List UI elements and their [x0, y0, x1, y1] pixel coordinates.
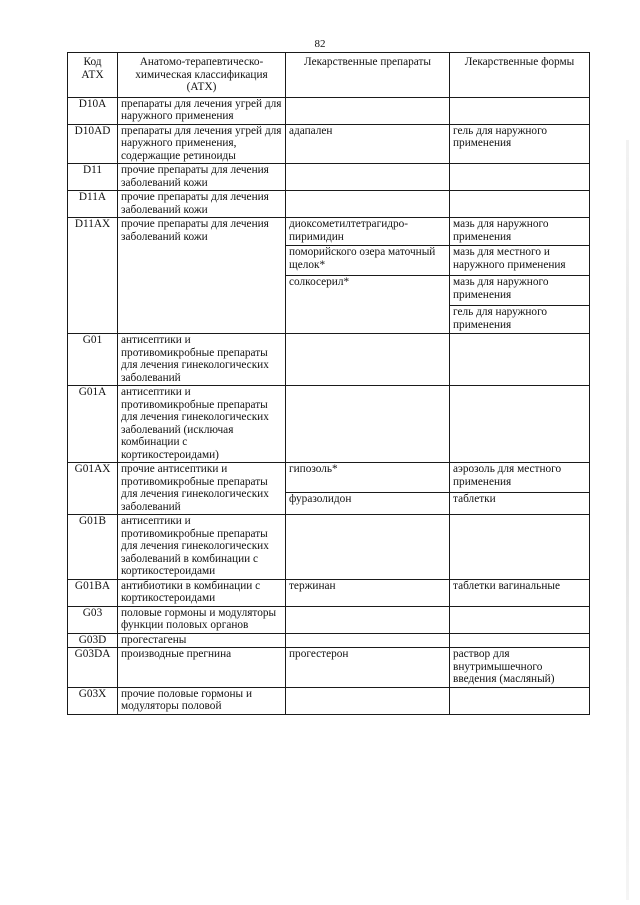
atx-code: G03D [68, 633, 118, 648]
atx-code: G01BA [68, 579, 118, 606]
drug-name [286, 515, 450, 580]
drug-name [286, 633, 450, 648]
atx-code: G03 [68, 606, 118, 633]
drug-name [286, 606, 450, 633]
atx-code: G01A [68, 386, 118, 463]
drug-name: гипозоль* [286, 463, 450, 493]
atx-classification: прочие препараты для лечения заболеваний кожи [118, 164, 286, 191]
drug-name [286, 687, 450, 714]
header-drugs: Лекарственные препараты [286, 53, 450, 98]
atx-drug-table [67, 52, 590, 715]
drug-form: гель для наружного применения [450, 306, 590, 334]
drug-name: тержинан [286, 579, 450, 606]
header-classification: Анатомо-терапевтическо-химическая классификация (АТХ) [118, 53, 286, 98]
atx-classification: прочие половые гормоны и модуляторы половой [118, 687, 286, 714]
drug-form: гель для наружного применения [450, 124, 590, 164]
atx-code: D11 [68, 164, 118, 191]
atx-classification: антибиотики в комбинации с кортикостероидами [118, 579, 286, 606]
table-row [68, 386, 590, 463]
atx-code: D10AD [68, 124, 118, 164]
table-row [68, 606, 590, 633]
atx-classification: препараты для лечения угрей для наружного применения, содержащие ретиноиды [118, 124, 286, 164]
table-row [68, 218, 590, 246]
drug-name [286, 386, 450, 463]
drug-form: таблетки [450, 493, 590, 515]
drug-form: аэрозоль для местного применения [450, 463, 590, 493]
table-row [68, 124, 590, 164]
table-row [68, 334, 590, 386]
atx-code: G03X [68, 687, 118, 714]
drug-form [450, 191, 590, 218]
atx-code: D10A [68, 97, 118, 124]
atx-code: G01AX [68, 463, 118, 515]
atx-classification: антисептики и противомикробные препараты для лечения гинекологических заболеваний в комбинации с кортикостероидами [118, 515, 286, 580]
atx-code: D11AX [68, 218, 118, 334]
drug-form [450, 606, 590, 633]
drug-name [286, 191, 450, 218]
drug-form [450, 386, 590, 463]
atx-classification: прочие антисептики и противомикробные препараты для лечения гинекологических заболеваний [118, 463, 286, 515]
drug-name [286, 164, 450, 191]
drug-form [450, 633, 590, 648]
table-row [68, 463, 590, 493]
drug-name: диоксометилтетрагидро-пиримидин [286, 218, 450, 246]
atx-classification: производные прегнина [118, 648, 286, 688]
atx-code: G01 [68, 334, 118, 386]
table-row [68, 633, 590, 648]
drug-name: солкосерил* [286, 276, 450, 334]
drug-form [450, 687, 590, 714]
scan-edge-shadow [626, 140, 629, 900]
table-row [68, 687, 590, 714]
drug-form [450, 334, 590, 386]
atx-code: D11A [68, 191, 118, 218]
header-code: Код АТХ [68, 53, 118, 98]
header-forms: Лекарственные формы [450, 53, 590, 98]
drug-name [286, 97, 450, 124]
table-row [68, 579, 590, 606]
atx-classification: половые гормоны и модуляторы функции половых органов [118, 606, 286, 633]
drug-name: прогестерон [286, 648, 450, 688]
drug-form [450, 164, 590, 191]
drug-form: таблетки вагинальные [450, 579, 590, 606]
page-number: 82 [314, 38, 326, 50]
atx-classification: прочие препараты для лечения заболеваний кожи [118, 191, 286, 218]
drug-name: поморийского озера маточный щелок* [286, 246, 450, 276]
drug-form [450, 97, 590, 124]
atx-classification: антисептики и противомикробные препараты для лечения гинекологических заболеваний (исключая комбинации с кортикостероидами) [118, 386, 286, 463]
atx-classification: прогестагены [118, 633, 286, 648]
drug-form: мазь для наружного применения [450, 276, 590, 306]
drug-form [450, 515, 590, 580]
table-row [68, 97, 590, 124]
drug-name: адапален [286, 124, 450, 164]
atx-code: G01B [68, 515, 118, 580]
atx-classification: антисептики и противомикробные препараты для лечения гинекологических заболеваний [118, 334, 286, 386]
drug-form: раствор для внутримышечного введения (масляный) [450, 648, 590, 688]
atx-classification: прочие препараты для лечения заболеваний кожи [118, 218, 286, 334]
drug-form: мазь для местного и наружного применения [450, 246, 590, 276]
atx-classification: препараты для лечения угрей для наружного применения [118, 97, 286, 124]
atx-code: G03DA [68, 648, 118, 688]
table-row [68, 191, 590, 218]
drug-form: мазь для наружного применения [450, 218, 590, 246]
drug-name [286, 334, 450, 386]
drug-name: фуразолидон [286, 493, 450, 515]
table-row [68, 164, 590, 191]
table-row [68, 648, 590, 688]
table-header-row [68, 53, 590, 98]
table-row [68, 515, 590, 580]
